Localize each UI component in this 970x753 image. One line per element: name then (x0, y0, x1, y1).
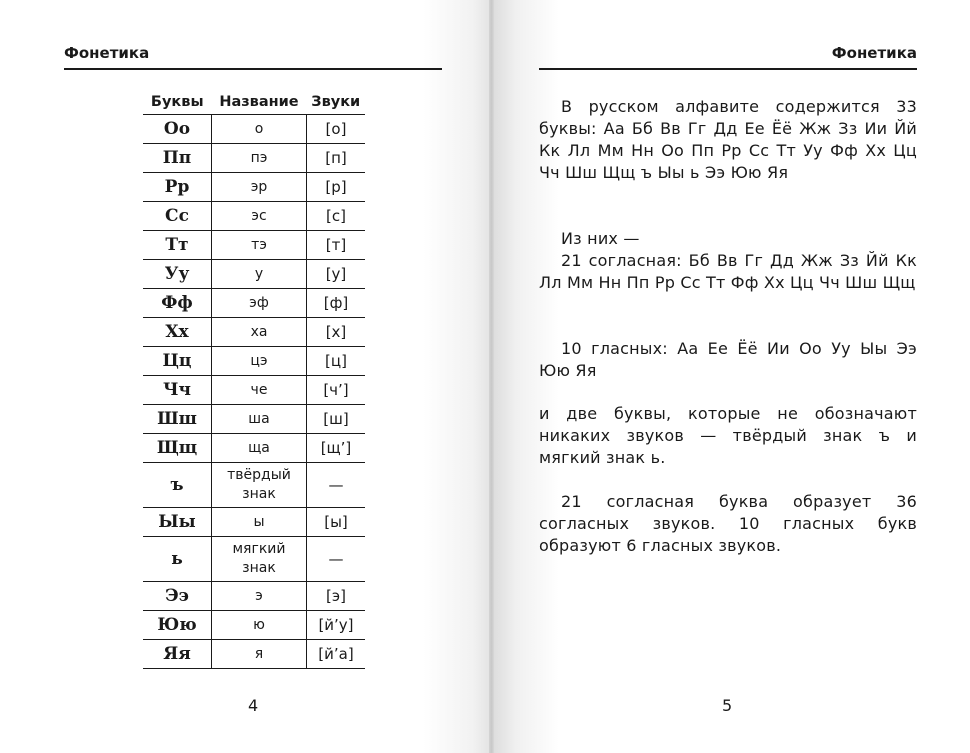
letters-cell: Сс (143, 202, 212, 231)
sound-cell: [щ’] (307, 434, 366, 463)
letters-cell: Ээ (143, 582, 212, 611)
letters-cell: Уу (143, 260, 212, 289)
letters-cell: Шш (143, 405, 212, 434)
left-header-rule (64, 68, 442, 70)
column-header-name: Название (212, 90, 307, 115)
name-cell: цэ (212, 347, 307, 376)
column-header-letters: Буквы (143, 90, 212, 115)
name-cell: эр (212, 173, 307, 202)
letters-cell: Юю (143, 611, 212, 640)
table-row (143, 434, 365, 463)
sound-cell: [с] (307, 202, 366, 231)
name-cell (212, 463, 307, 508)
name-cell: пэ (212, 144, 307, 173)
name-line: знак (242, 486, 276, 502)
letters-cell: Оо (143, 115, 212, 144)
name-cell: эф (212, 289, 307, 318)
table-row (143, 260, 365, 289)
letters-cell: Тт (143, 231, 212, 260)
right-page-header: Фонетика (831, 44, 917, 62)
table-row (143, 611, 365, 640)
letters-cell: Чч (143, 376, 212, 405)
sound-cell: [т] (307, 231, 366, 260)
letters-cell: Ыы (143, 508, 212, 537)
name-cell: че (212, 376, 307, 405)
paragraph-text: Из них — (561, 229, 640, 248)
sound-cell: [п] (307, 144, 366, 173)
sound-cell: [ц] (307, 347, 366, 376)
sound-cell: [о] (307, 115, 366, 144)
sound-cell: [й’а] (307, 640, 366, 669)
sound-cell: [р] (307, 173, 366, 202)
table-row (143, 405, 365, 434)
sound-cell: [ы] (307, 508, 366, 537)
name-cell: ща (212, 434, 307, 463)
table-row (143, 537, 365, 582)
table-row (143, 318, 365, 347)
table-row (143, 463, 365, 508)
name-cell: э (212, 582, 307, 611)
letters-cell: Щщ (143, 434, 212, 463)
letters-cell: Цц (143, 347, 212, 376)
table-row (143, 582, 365, 611)
book-gutter (489, 0, 494, 753)
sound-cell: — (307, 537, 366, 582)
letters-cell: Фф (143, 289, 212, 318)
name-cell: я (212, 640, 307, 669)
right-header-rule (539, 68, 917, 70)
name-cell: эс (212, 202, 307, 231)
name-cell: ю (212, 611, 307, 640)
sound-cell: [ш] (307, 405, 366, 434)
table-row (143, 231, 365, 260)
letters-cell: Рр (143, 173, 212, 202)
table-row (143, 289, 365, 318)
letters-cell: Хх (143, 318, 212, 347)
paragraph-sounds (539, 491, 917, 557)
table-row (143, 202, 365, 231)
sound-cell: — (307, 463, 366, 508)
paragraph-of-them (539, 228, 917, 294)
table-row (143, 508, 365, 537)
name-cell: тэ (212, 231, 307, 260)
name-cell (212, 537, 307, 582)
table-row (143, 144, 365, 173)
name-line: знак (242, 560, 276, 576)
paragraph-text: В русском алфавите содержится 33 буквы: Аа Бб Вв Гг Дд Ее Ёё Жж Зз Ии Йй Кк Лл Мм Нн Оо Пп Рр Сс Тт Уу Фф Хх Цц Чч Шш Щщ ъ Ыы ь Ээ Юю Яя (539, 97, 917, 182)
alphabet-table (143, 90, 365, 669)
paragraph-vowels (539, 338, 917, 382)
name-cell: ха (212, 318, 307, 347)
paragraph-alphabet (539, 96, 917, 184)
letters-cell: Пп (143, 144, 212, 173)
name-line: мягкий (232, 541, 286, 557)
sound-cell: [у] (307, 260, 366, 289)
sound-cell: [ч’] (307, 376, 366, 405)
sound-cell: [э] (307, 582, 366, 611)
table-row (143, 640, 365, 669)
sound-cell: [й’у] (307, 611, 366, 640)
sound-cell: [х] (307, 318, 366, 347)
paragraph-signs (539, 403, 917, 469)
name-cell: у (212, 260, 307, 289)
letters-cell: ь (143, 537, 212, 582)
table-header-row (143, 90, 365, 115)
table-row (143, 347, 365, 376)
sound-cell: [ф] (307, 289, 366, 318)
name-cell: о (212, 115, 307, 144)
column-header-sounds: Звуки (307, 90, 366, 115)
name-cell: ша (212, 405, 307, 434)
paragraph-text: и две буквы, которые не обозначают никаких звуков — твёрдый знак ъ и мягкий знак ь. (539, 404, 917, 467)
table-row (143, 115, 365, 144)
table-row (143, 376, 365, 405)
name-cell: ы (212, 508, 307, 537)
right-page-number: 5 (722, 696, 733, 715)
paragraph-text: 10 гласных: Аа Ее Ёё Ии Оо Уу Ыы Ээ Юю Яя (539, 339, 917, 380)
paragraph-text: 21 согласная буква образует 36 согласных звуков. 10 гласных букв образуют 6 гласных звуков. (539, 492, 917, 555)
letters-cell: Яя (143, 640, 212, 669)
left-page-number: 4 (248, 696, 259, 715)
table-row (143, 173, 365, 202)
name-line: твёрдый (227, 467, 291, 483)
paragraph-text: 21 согласная: Бб Вв Гг Дд Жж Зз Йй Кк Лл Мм Нн Пп Рр Сс Тт Фф Хх Цц Чч Шш Щщ (539, 251, 917, 292)
left-page-header: Фонетика (64, 44, 150, 62)
letters-cell: ъ (143, 463, 212, 508)
